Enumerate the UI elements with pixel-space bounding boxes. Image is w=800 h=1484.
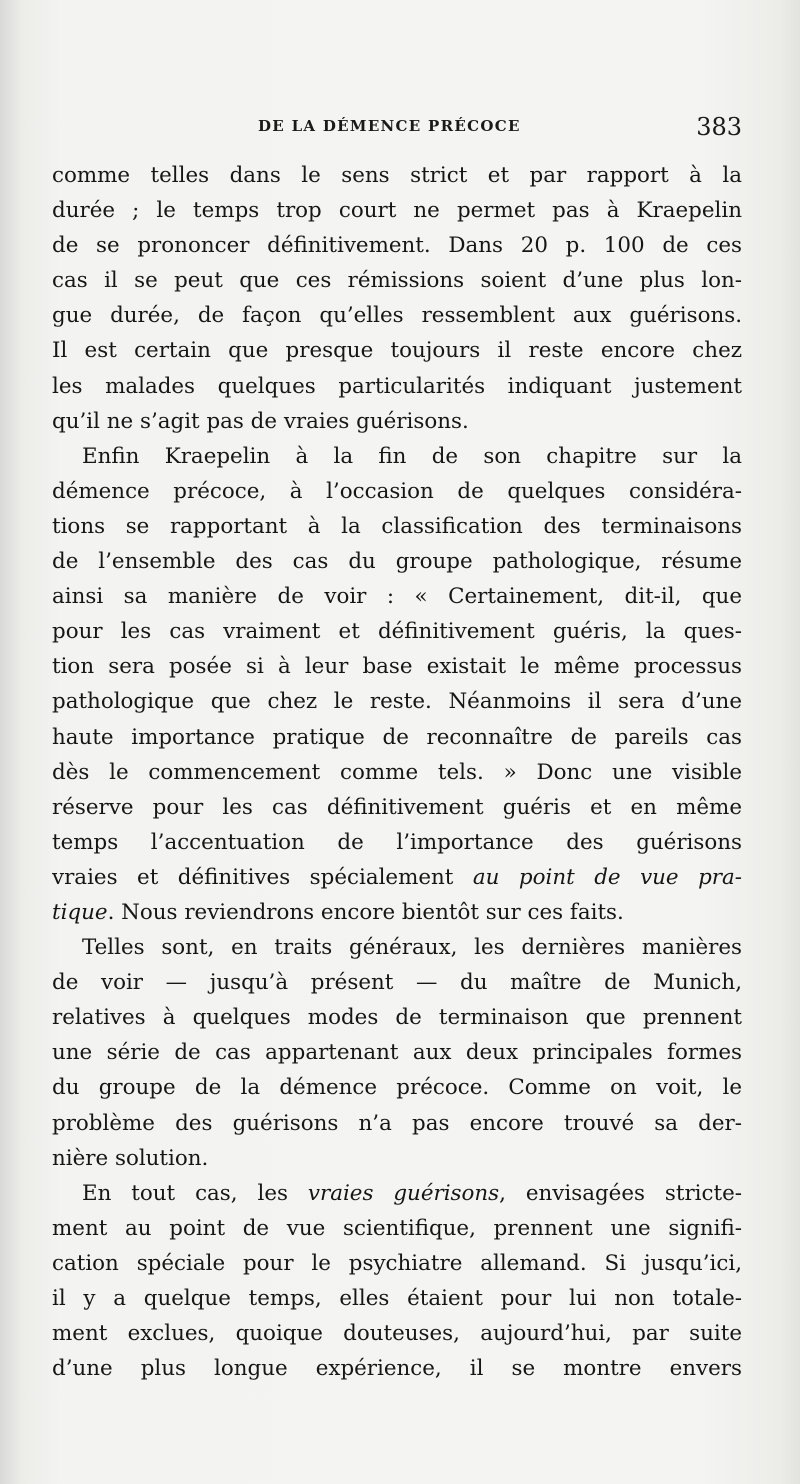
text-line: de voir — jusqu’à présent — du maître de Munich,	[52, 970, 742, 996]
text-line: réserve pour les cas définitivement guéris et en même	[52, 794, 742, 820]
text-line: cas il se peut que ces rémissions soient d’une plus lon-	[52, 268, 742, 294]
italic-text: au point de vue pra-	[472, 864, 742, 890]
text-line: temps l’accentuation de l’importance des guérisons	[52, 829, 742, 855]
text-line: ment au point de vue scientifique, prennent une signifi-	[52, 1215, 742, 1241]
text-line: nière solution.	[52, 1145, 209, 1171]
text-line: pour les cas vraiment et définitivement guéris, la ques-	[52, 619, 742, 645]
text-line: Telles sont, en traits généraux, les dernières manières	[82, 935, 742, 961]
text-line: comme telles dans le sens strict et par rapport à la	[52, 163, 742, 188]
text-line: Il est certain que presque toujours il reste encore chez	[52, 338, 742, 364]
text-line: pathologique que chez le reste. Néanmoins il sera d’une	[52, 689, 742, 715]
text-line: démence précoce, à l’occasion de quelques considéra-	[52, 478, 742, 504]
italic-text: vraies guérisons	[307, 1180, 500, 1206]
text-line: tions se rapportant à la classification des terminaisons	[52, 513, 742, 539]
text-line: Enfin Kraepelin à la fin de son chapitre sur la	[82, 443, 742, 469]
text-line: cation spéciale pour le psychiatre allemand. Si jusqu’ici,	[52, 1250, 742, 1276]
text-line: une série de cas appartenant aux deux principales formes	[52, 1040, 742, 1066]
italic-text: tique	[52, 899, 108, 925]
body-text	[52, 158, 742, 1386]
text-line: tion sera posée si à leur base existait le même processus	[52, 654, 742, 680]
text-line: d’une plus longue expérience, il se montre envers	[52, 1356, 742, 1382]
page-header	[52, 113, 742, 143]
text-line: dès le commencement comme tels. » Donc une visible	[52, 759, 742, 785]
text-line: de l’ensemble des cas du groupe pathologique, résume	[52, 549, 742, 575]
text-line: les malades quelques particularités indiquant justement	[52, 373, 742, 399]
text-run: . Nous reviendrons encore bientôt sur ces faits.	[107, 899, 624, 925]
text-line: ment exclues, quoique douteuses, aujourd’hui, par suite	[52, 1321, 742, 1347]
text-line	[52, 895, 742, 930]
text-line: relatives à quelques modes de terminaison que prennent	[52, 1005, 742, 1031]
running-title: DE LA DÉMENCE PRÉCOCE	[258, 117, 521, 135]
text-line: gue durée, de façon qu’elles ressemblent aux guérisons.	[52, 303, 742, 329]
text-line: de se prononcer définitivement. Dans 20 p. 100 de ces	[52, 233, 742, 259]
text-run: , envisagées stricte-	[499, 1180, 742, 1206]
text-line: du groupe de la démence précoce. Comme on voit, le	[52, 1075, 742, 1101]
text-line	[52, 1176, 742, 1211]
text-line: qu’il ne s’agit pas de vraies guérisons.	[52, 408, 469, 434]
text-line	[52, 860, 742, 895]
text-run: vraies et définitives spécialement	[52, 864, 473, 890]
text-line: durée ; le temps trop court ne permet pas à Kraepelin	[52, 198, 742, 224]
text-line: ainsi sa manière de voir : « Certainement, dit-il, que	[52, 584, 742, 610]
text-line: problème des guérisons n’a pas encore trouvé sa der-	[52, 1110, 742, 1136]
page-number: 383	[696, 113, 742, 141]
text-line: haute importance pratique de reconnaître de pareils cas	[52, 724, 742, 750]
text-run: En tout cas, les	[82, 1180, 308, 1206]
text-line: il y a quelque temps, elles étaient pour lui non totale-	[52, 1286, 742, 1311]
